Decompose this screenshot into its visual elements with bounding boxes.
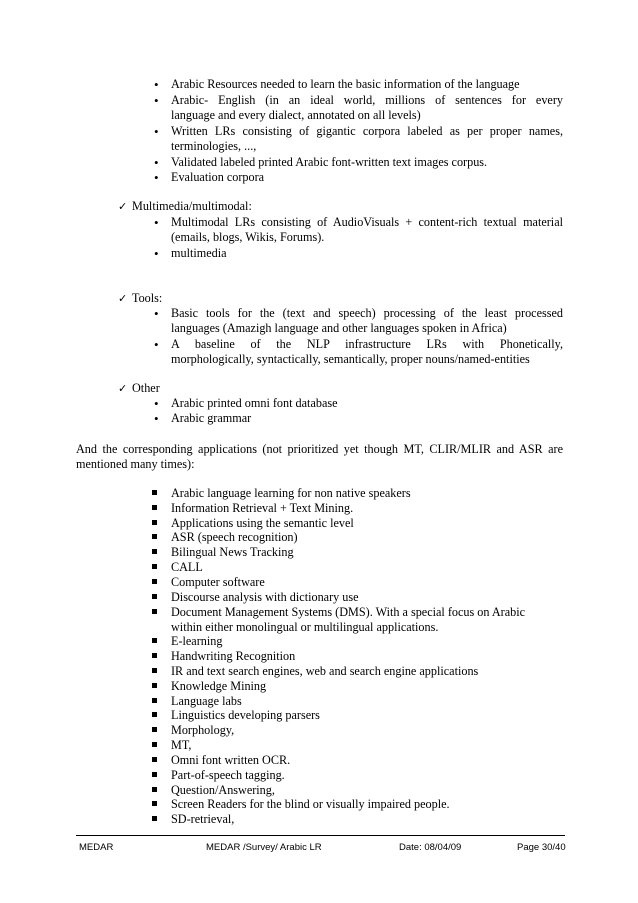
list-item-continuation: within either monolingual or multilingual applications.	[171, 620, 439, 634]
list-item: Information Retrieval + Text Mining.	[171, 501, 571, 516]
bullet-item: • Basic tools for the (text and speech) processing of the least processed languages (Amazigh language and other languages spoken in Africa)	[154, 306, 563, 335]
list-item: Handwriting Recognition	[171, 649, 571, 664]
square-bullet-icon	[152, 801, 157, 806]
footer-doc-title: MEDAR /Survey/ Arabic LR	[206, 842, 322, 853]
list-item: Part-of-speech tagging.	[171, 768, 571, 783]
body-paragraph: And the corresponding applications (not prioritized yet though MT, CLIR/MLIR and ASR are mentioned many times):	[76, 442, 563, 471]
bullet-item: • A baseline of the NLP infrastructure LRs with Phonetically, morphologically, syntactically, semantically, proper nouns/named-entities	[154, 337, 563, 366]
square-bullet-icon	[152, 490, 157, 495]
bullet-dot-icon: •	[154, 215, 159, 230]
list-item: Linguistics developing parsers	[171, 708, 571, 723]
list-item: CALL	[171, 560, 571, 575]
list-item: Omni font written OCR.	[171, 753, 571, 768]
list-item: Language labs	[171, 694, 571, 709]
square-bullet-icon	[152, 638, 157, 643]
square-bullet-icon	[152, 772, 157, 777]
section-heading-multimedia: ✓ Multimedia/multimodal:	[118, 199, 252, 213]
list-item: Question/Answering,	[171, 783, 571, 798]
list-item: ASR (speech recognition)	[171, 530, 571, 545]
square-bullet-icon	[152, 549, 157, 554]
square-bullet-icon	[152, 564, 157, 569]
square-bullet-icon	[152, 787, 157, 792]
list-item: Bilingual News Tracking	[171, 545, 571, 560]
square-bullet-icon	[152, 520, 157, 525]
bullet-dot-icon: •	[154, 77, 159, 92]
square-bullet-icon	[152, 668, 157, 673]
footer-date: Date: 08/04/09	[399, 842, 462, 853]
footer-divider	[76, 835, 565, 836]
bullet-item: • Written LRs consisting of gigantic corpora labeled as per proper names, terminologies, ...,	[154, 124, 563, 153]
bullet-item: • multimedia	[154, 246, 227, 261]
list-item: Knowledge Mining	[171, 679, 571, 694]
square-bullet-icon	[152, 594, 157, 599]
list-item: E-learning	[171, 634, 571, 649]
bullet-item: • Arabic grammar	[154, 411, 252, 426]
list-item: IR and text search engines, web and search engine applications	[171, 664, 571, 679]
bullet-dot-icon: •	[154, 306, 159, 321]
list-item: SD-retrieval,	[171, 812, 571, 827]
bullet-item: • Validated labeled printed Arabic font-written text images corpus.	[154, 155, 488, 170]
section-heading-other: ✓ Other	[118, 381, 160, 395]
square-bullet-icon	[152, 609, 157, 614]
list-item: Document Management Systems (DMS). With a special focus on Arabic	[171, 605, 571, 620]
square-bullet-icon	[152, 727, 157, 732]
square-bullet-icon	[152, 505, 157, 510]
list-item: Discourse analysis with dictionary use	[171, 590, 571, 605]
square-bullet-icon	[152, 579, 157, 584]
square-bullet-icon	[152, 534, 157, 539]
checkmark-icon: ✓	[118, 382, 128, 395]
square-bullet-icon	[152, 757, 157, 762]
square-bullet-icon	[152, 698, 157, 703]
bullet-item: • Arabic- English (in an ideal world, millions of sentences for every language and every dialect, annotated on all levels)	[154, 93, 563, 122]
footer-org: MEDAR	[79, 842, 114, 853]
list-item: Screen Readers for the blind or visually impaired people.	[171, 797, 571, 812]
bullet-dot-icon: •	[154, 246, 159, 261]
square-bullet-icon	[152, 712, 157, 717]
list-item: Computer software	[171, 575, 571, 590]
square-bullet-icon	[152, 653, 157, 658]
checkmark-icon: ✓	[118, 292, 128, 305]
square-bullet-icon	[152, 742, 157, 747]
bullet-item: • Arabic Resources needed to learn the basic information of the language	[154, 77, 520, 92]
bullet-dot-icon: •	[154, 124, 159, 139]
list-item: Applications using the semantic level	[171, 516, 571, 531]
checkmark-icon: ✓	[118, 200, 128, 213]
bullet-dot-icon: •	[154, 396, 159, 411]
section-heading-tools: ✓ Tools:	[118, 291, 163, 305]
bullet-item: • Evaluation corpora	[154, 170, 265, 185]
bullet-item: • Multimodal LRs consisting of AudioVisuals + content-rich textual material (emails, blogs, Wikis, Forums).	[154, 215, 563, 244]
bullet-dot-icon: •	[154, 411, 159, 426]
square-bullet-icon	[152, 816, 157, 821]
bullet-item: • Arabic printed omni font database	[154, 396, 338, 411]
list-item: Arabic language learning for non native speakers	[171, 486, 571, 501]
bullet-dot-icon: •	[154, 337, 159, 352]
list-item: Morphology,	[171, 723, 571, 738]
footer-page-number: Page 30/40	[517, 842, 566, 853]
bullet-dot-icon: •	[154, 93, 159, 108]
list-item: MT,	[171, 738, 571, 753]
bullet-dot-icon: •	[154, 170, 159, 185]
square-bullet-icon	[152, 683, 157, 688]
bullet-dot-icon: •	[154, 155, 159, 170]
